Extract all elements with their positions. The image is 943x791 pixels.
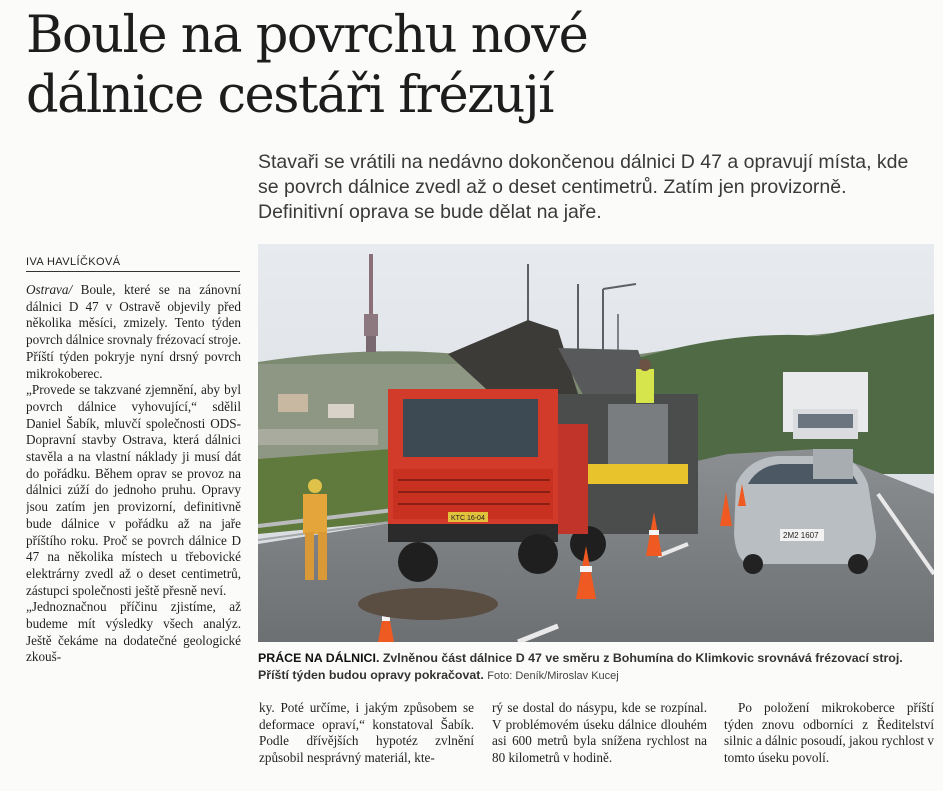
body-column-3 [492,700,707,788]
paragraph-1-text: Boule, které se na zánovní dálnici D 47 v Ostravě objevily před několika měsíci, zmizely. Tento týden povrch dálnice srovnaly frézovací stroje. Příští týden pokryje nyní drsný povrch mikrokoberec. [26,282,241,381]
column-3-text: rý se dostal do násypu, kde se rozpínal. V problémovém úseku dálnice dlouhém asi 600 metrů byla snížena rychlost na 80 kilometrů v hodině. [492,700,707,766]
body-column-1 [26,282,241,787]
article-deck: Stavaři se vrátili na nedávno dokončenou dálnici D 47 a opravují místa, kde se povrch dálnice zvedl až o deset centimetrů. Zatím jen provizorně. Definitivní oprava se bude dělat na jaře. [258,151,909,223]
byline: IVA HAVLÍČKOVÁ [26,256,240,272]
news-photo [258,244,934,642]
paragraph-lead [26,282,241,382]
dateline: Ostrava/ [26,282,73,297]
body-column-2 [259,700,474,788]
paragraph-3: „Jednoznačnou příčinu zjistíme, až budeme mít výsledky všech analýz. Ještě čekáme na dodatečné geologické zkouš- [26,599,241,665]
column-2-text: ky. Poté určíme, i jakým způsobem se deformace opraví,“ konstatoval Šabík. Podle dřívějších hypotéz zvlnění způsobil nesprávný materiál, kte- [259,700,474,766]
caption-text: Zvlněnou část dálnice D 47 ve směru z Bohumína do Klimkovic srovnává frézovací stroj. Příští týden budou opravy pokračovat. [258,651,903,682]
column-4-text: Po položení mikrokoberce příští týden znovu odborníci z Ředitelství silnic a dálnic posoudí, jakou rychlost v tomto úseku povolí. [724,700,934,766]
truck-plate: KTC 16-04 [451,515,485,522]
paragraph-2: „Provede se takzvané zjemnění, aby byl povrch dálnice vyhovující,“ sdělil Daniel Šabík, mluvčí společnosti ODS-Dopravní stavby Ostrava, která dálnici stavěla a na vlastní náklady ji musí dát do pořádku. Během oprav se provoz na dálnici zúží do jednoho pruhu. Opravy jsou zatím jen provizorní, definitivně bude dálnice v pořádku až na jaře příštího roku. Proč se povrch dálnice D 47 na několika místech u třebovické elektrárny zvedl až o deset centimetrů, zástupci společnosti ještě přesně neví. [26,382,241,598]
caption-heading: PRÁCE NA DÁLNICI. [258,651,380,665]
headline [26,6,726,126]
photo-caption [258,650,934,684]
car-plate: 2M2 1607 [783,531,819,540]
headline-line-1: Boule na povrchu nové [26,6,588,65]
photo-credit: Foto: Deník/Miroslav Kucej [487,669,619,682]
body-column-4 [724,700,934,788]
headline-line-2: dálnice cestáři frézují [26,66,553,125]
